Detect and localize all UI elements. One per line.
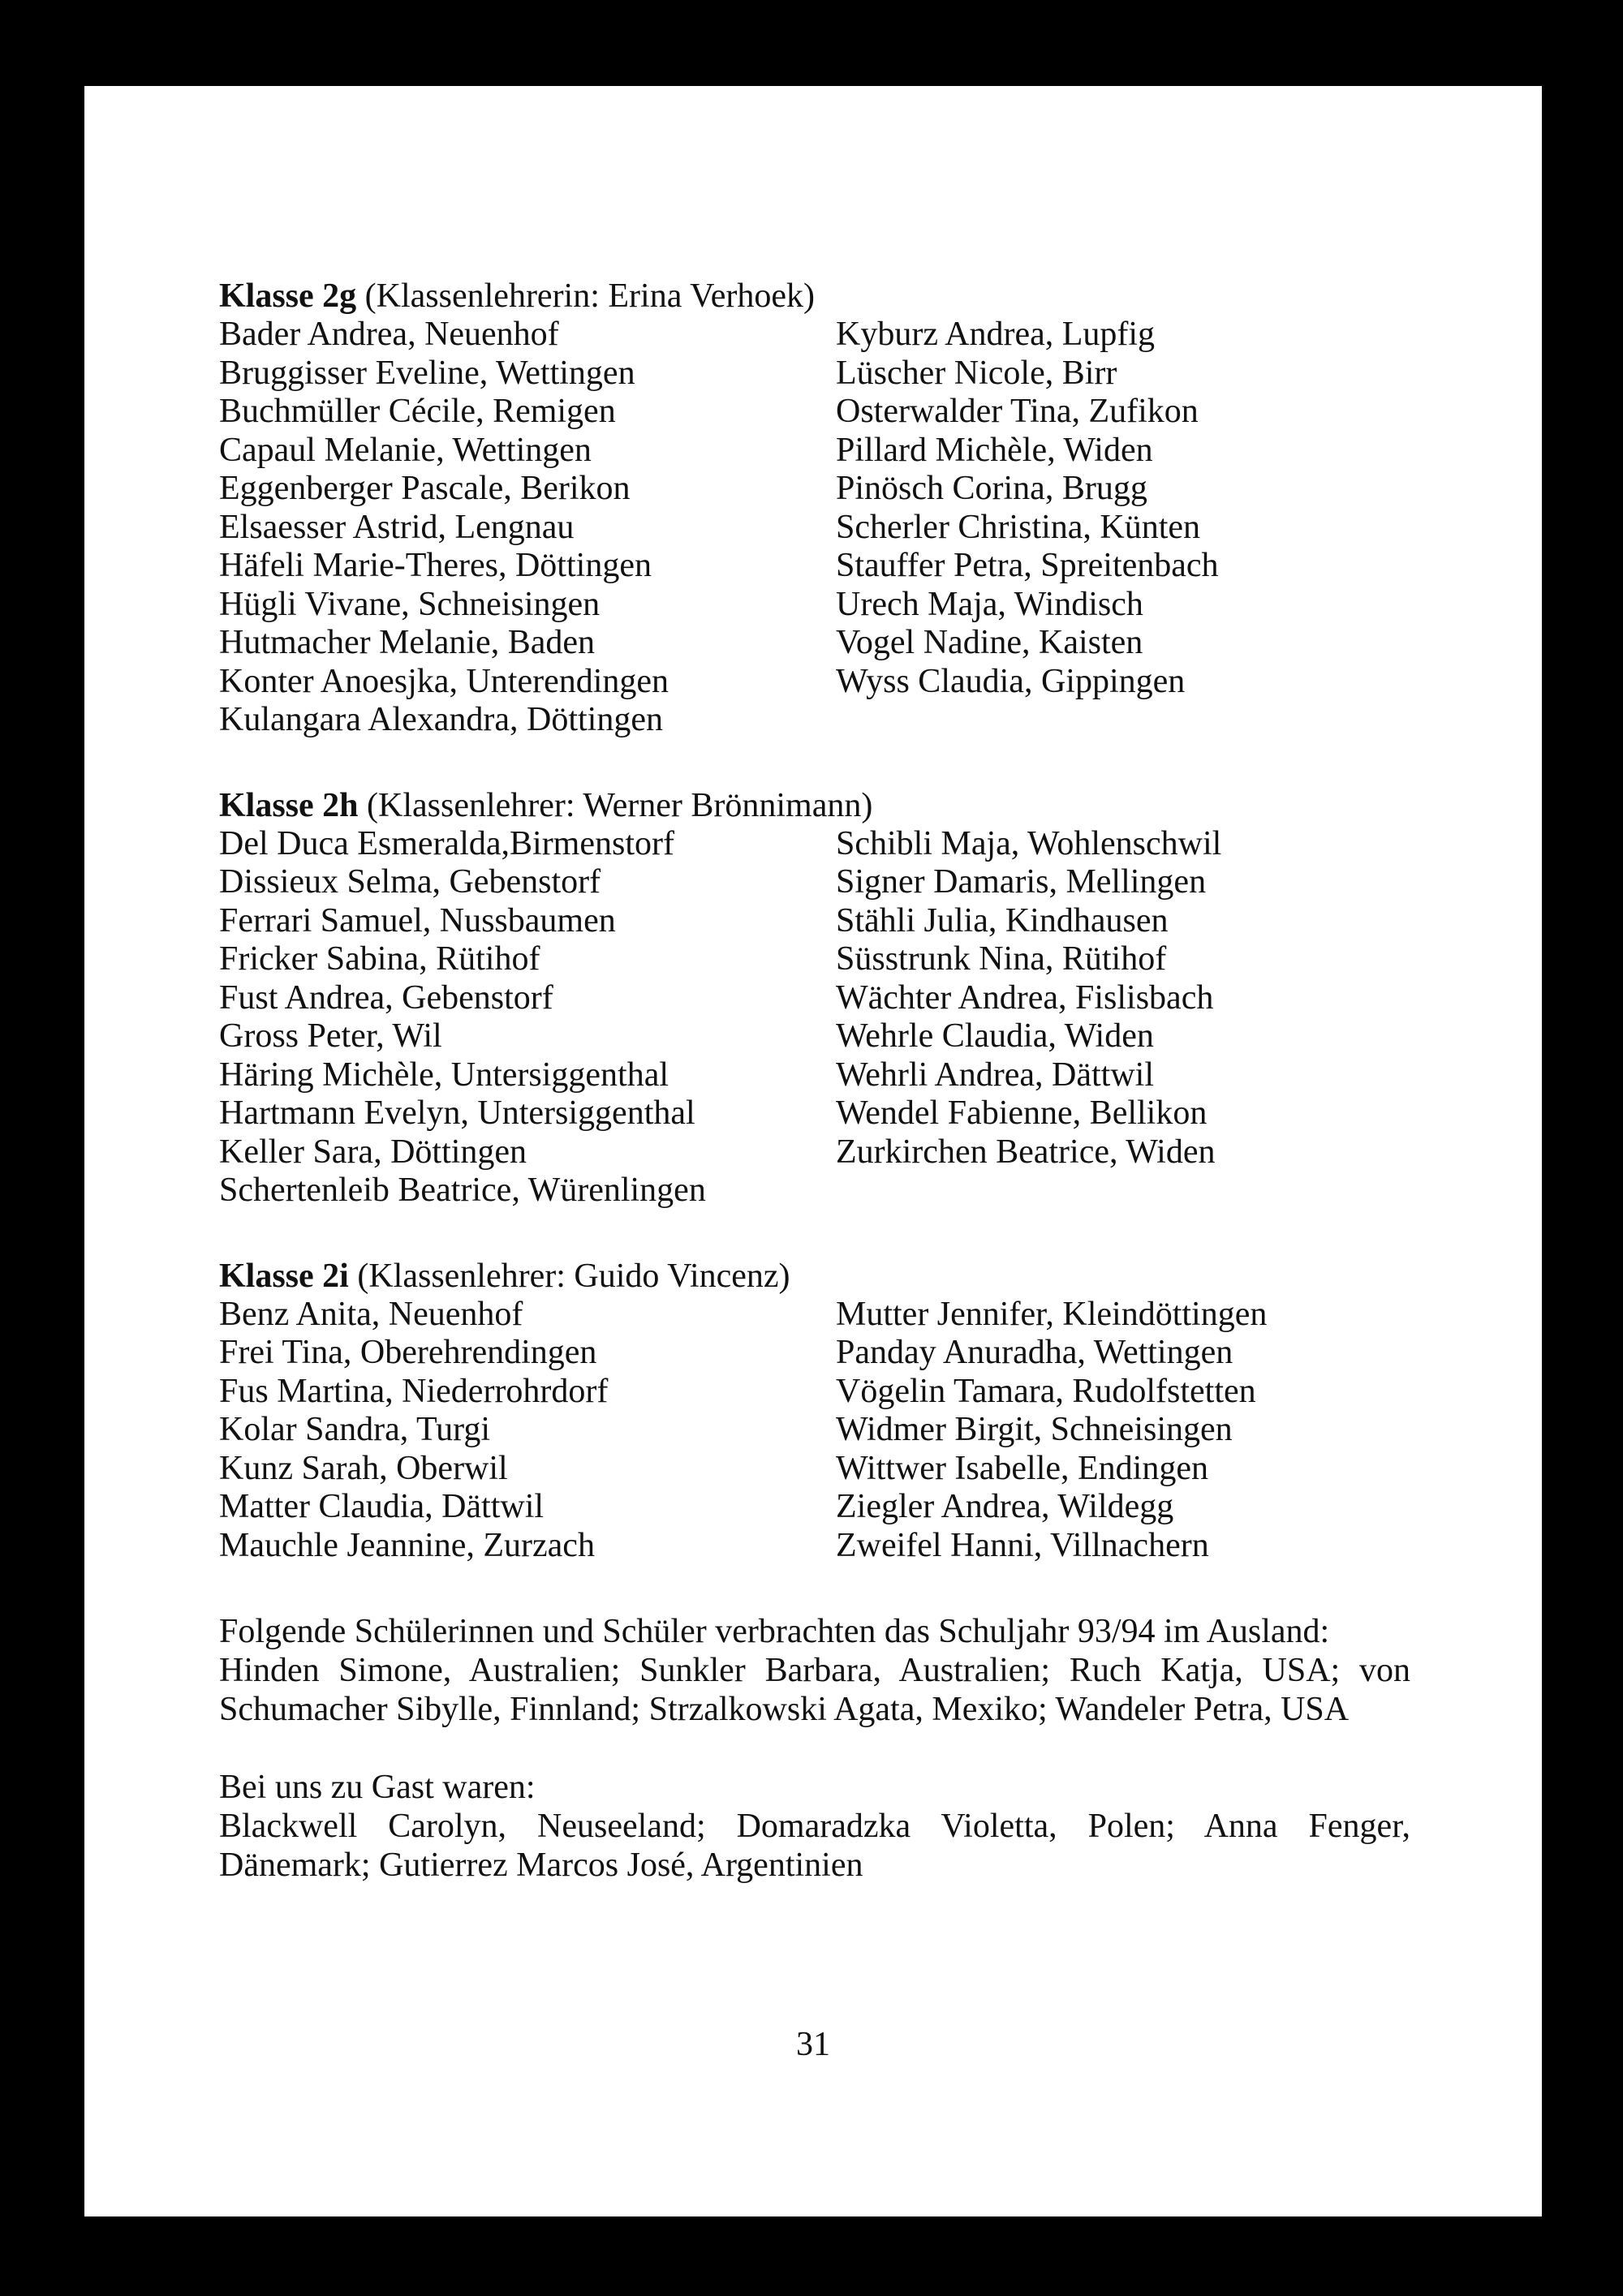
student-column-left [219, 316, 836, 740]
student-entry: Kulangara Alexandra, Döttingen [219, 701, 663, 738]
student-entry: Capaul Melanie, Wettingen [219, 431, 592, 469]
student-entry: Bader Andrea, Neuenhof [219, 316, 559, 353]
student-entry: Kolar Sandra, Turgi [219, 1411, 491, 1448]
class-teacher: (Klassenlehrerin: Erina Verhoek) [364, 277, 816, 315]
student-entry: Wendel Fabienne, Bellikon [836, 1094, 1208, 1132]
class-teacher: (Klassenlehrer: Werner Brönnimann) [367, 786, 873, 824]
student-entry: Fus Martina, Niederrohrdorf [219, 1372, 609, 1410]
student-entry: Benz Anita, Neuenhof [219, 1295, 523, 1333]
class-heading [219, 787, 1410, 825]
student-column-left [219, 1296, 836, 1566]
class-section [219, 1258, 1410, 1566]
student-column-right [836, 1296, 1410, 1566]
student-entry: Zweifel Hanni, Villnachern [836, 1526, 1209, 1564]
student-entry: Schibli Maja, Wohlenschwil [836, 824, 1222, 862]
student-entry: Fricker Sabina, Rütihof [219, 940, 540, 978]
student-entry: Mutter Jennifer, Kleindöttingen [836, 1295, 1268, 1333]
student-entry: Scherler Christina, Künten [836, 508, 1201, 546]
class-title: Klasse 2h [219, 786, 359, 824]
abroad-list: Hinden Simone, Australien; Sunkler Barbara, Australien; Ruch Katja, USA; von Schumacher Sibylle, Finnland; Strzalkowski Agata, Mexiko; Wandeler Petra, USA [219, 1652, 1410, 1728]
guests-list: Blackwell Carolyn, Neuseeland; Domaradzka Violetta, Polen; Anna Fenger, Dänemark; Gutierrez Marcos José, Argentinien [219, 1808, 1410, 1884]
student-entry: Panday Anuradha, Wettingen [836, 1334, 1233, 1371]
student-entry: Wyss Claudia, Gippingen [836, 662, 1186, 700]
class-teacher: (Klassenlehrer: Guido Vincenz) [357, 1257, 790, 1295]
class-title: Klasse 2g [219, 277, 357, 315]
student-entry: Hartmann Evelyn, Untersiggenthal [219, 1094, 695, 1132]
student-entry: Keller Sara, Döttingen [219, 1133, 527, 1171]
student-entry: Häring Michèle, Untersiggenthal [219, 1056, 669, 1094]
student-entry: Osterwalder Tina, Zufikon [836, 393, 1199, 430]
student-entry: Stähli Julia, Kindhausen [836, 901, 1169, 939]
class-section [219, 787, 1410, 1210]
student-column-right [836, 316, 1410, 740]
student-entry: Stauffer Petra, Spreitenbach [836, 547, 1219, 584]
student-entry: Schertenleib Beatrice, Würenlingen [219, 1172, 706, 1209]
student-entry: Vögelin Tamara, Rudolfstetten [836, 1372, 1256, 1410]
student-entry: Ziegler Andrea, Wildegg [836, 1488, 1174, 1525]
student-entry: Gross Peter, Wil [219, 1017, 442, 1055]
student-entry: Pinösch Corina, Brugg [836, 470, 1147, 507]
student-entry: Eggenberger Pascale, Berikon [219, 470, 631, 507]
guests-paragraph [219, 1768, 1410, 1885]
student-entry: Zurkirchen Beatrice, Widen [836, 1133, 1216, 1171]
student-entry: Dissieux Selma, Gebenstorf [219, 863, 601, 901]
student-entry: Del Duca Esmeralda,Birmenstorf [219, 824, 674, 862]
document-page [84, 86, 1542, 2216]
student-entry: Häfeli Marie-Theres, Döttingen [219, 547, 652, 584]
page-content [219, 277, 1410, 1924]
student-entry: Matter Claudia, Dättwil [219, 1488, 545, 1525]
student-columns [219, 316, 1410, 740]
student-entry: Hutmacher Melanie, Baden [219, 624, 595, 661]
student-entry: Wächter Andrea, Fislisbach [836, 978, 1214, 1017]
student-entry: Wehrli Andrea, Dättwil [836, 1056, 1155, 1094]
student-entry: Süsstrunk Nina, Rütihof [836, 940, 1167, 978]
guests-heading: Bei uns zu Gast waren: [219, 1769, 536, 1806]
student-entry: Lüscher Nicole, Birr [836, 354, 1117, 392]
class-section [219, 277, 1410, 740]
student-entry: Fust Andrea, Gebenstorf [219, 978, 553, 1017]
class-sections [219, 277, 1410, 1565]
student-entry: Vogel Nadine, Kaisten [836, 624, 1143, 661]
class-heading [219, 1258, 1410, 1296]
student-columns [219, 825, 1410, 1210]
student-columns [219, 1296, 1410, 1566]
student-entry: Hügli Vivane, Schneisingen [219, 585, 601, 623]
student-entry: Buchmüller Cécile, Remigen [219, 393, 616, 430]
class-heading [219, 277, 1410, 316]
student-entry: Pillard Michèle, Widen [836, 431, 1153, 469]
class-title: Klasse 2i [219, 1257, 349, 1295]
page-number: 31 [796, 2026, 830, 2063]
student-entry: Ferrari Samuel, Nussbaumen [219, 901, 616, 939]
student-entry: Signer Damaris, Mellingen [836, 863, 1207, 901]
student-entry: Widmer Birgit, Schneisingen [836, 1411, 1233, 1448]
student-entry: Bruggisser Eveline, Wettingen [219, 354, 635, 392]
student-entry: Urech Maja, Windisch [836, 585, 1143, 623]
student-entry: Kunz Sarah, Oberwil [219, 1449, 508, 1487]
student-entry: Frei Tina, Oberehrendingen [219, 1334, 597, 1371]
student-entry: Wittwer Isabelle, Endingen [836, 1449, 1208, 1487]
student-entry: Mauchle Jeannine, Zurzach [219, 1526, 595, 1564]
student-column-right [836, 825, 1410, 1210]
student-entry: Konter Anoesjka, Unterendingen [219, 662, 669, 700]
student-entry: Kyburz Andrea, Lupfig [836, 316, 1156, 353]
student-column-left [219, 825, 836, 1210]
student-entry: Elsaesser Astrid, Lengnau [219, 508, 575, 546]
abroad-heading: Folgende Schülerinnen und Schüler verbrachten das Schuljahr 93/94 im Ausland: [219, 1613, 1330, 1650]
abroad-paragraph [219, 1612, 1410, 1729]
student-entry: Wehrle Claudia, Widen [836, 1017, 1154, 1055]
